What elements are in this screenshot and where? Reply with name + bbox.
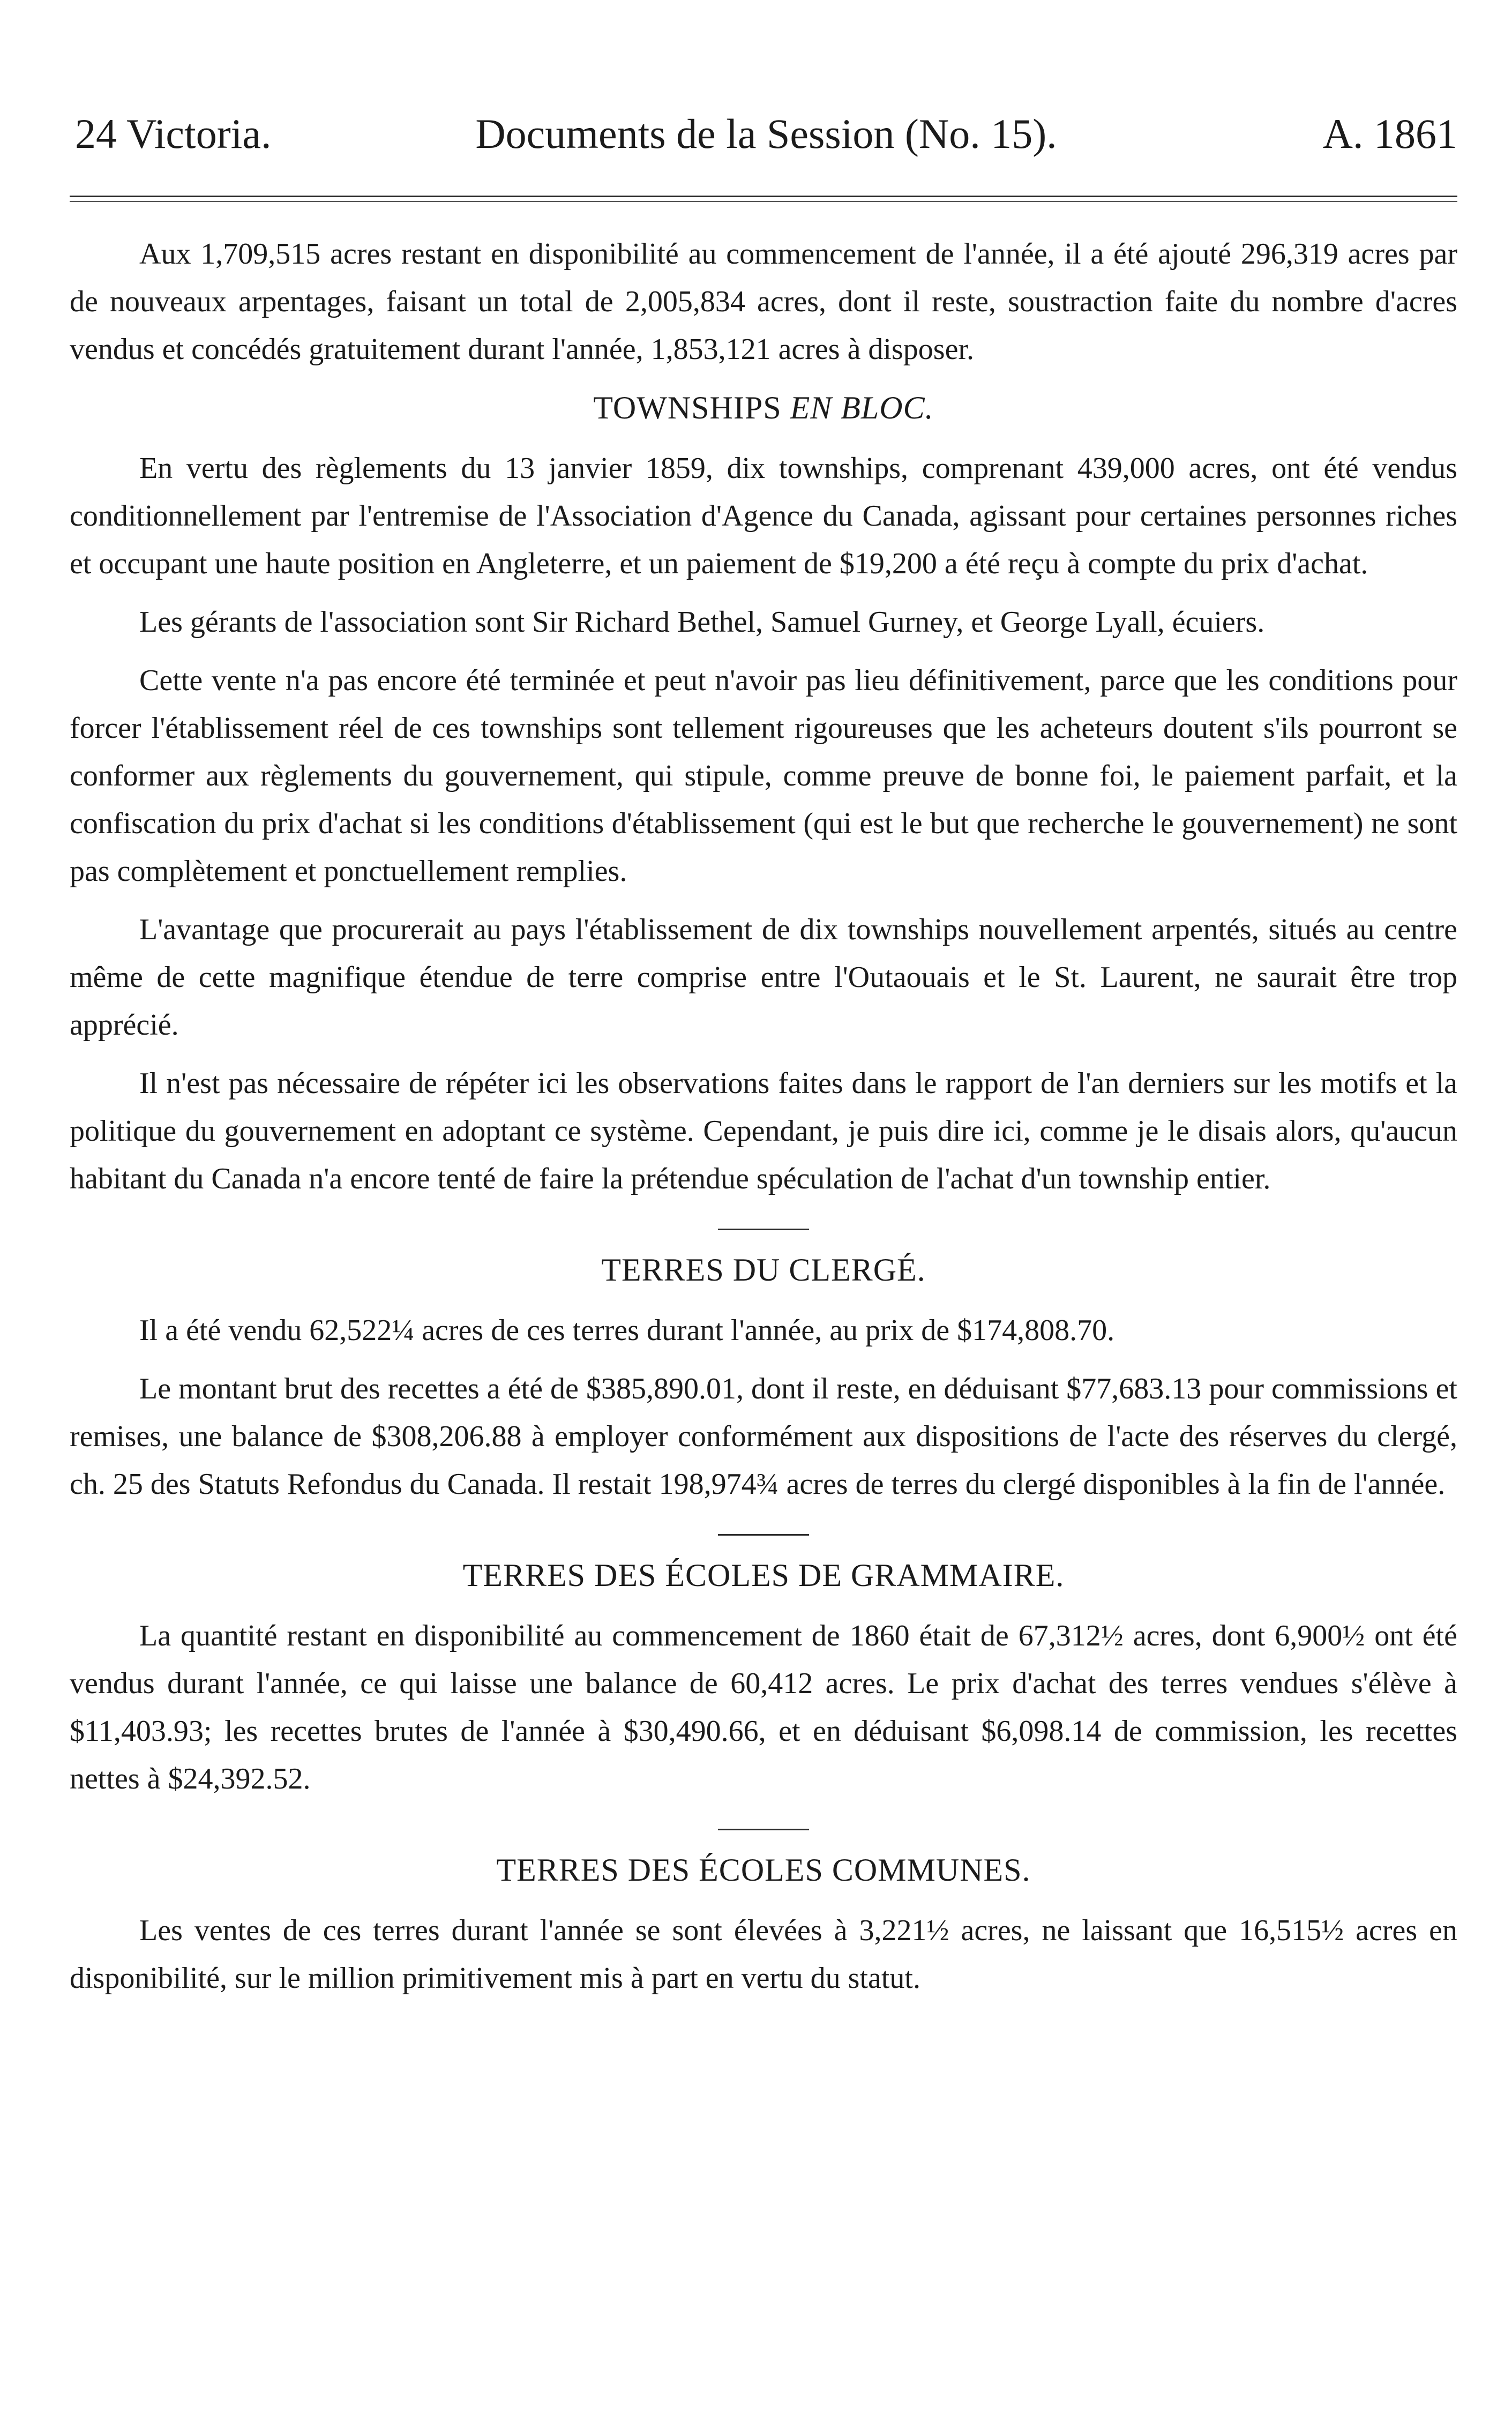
- townships-paragraph-2: Les gérants de l'association sont Sir Richard Bethel, Samuel Gurney, et George Lyall, écuiers.: [139, 605, 1265, 639]
- townships-heading-italic: EN BLOC.: [790, 390, 934, 425]
- section-divider: [718, 1534, 809, 1536]
- section-heading-clerge: TERRES DU CLERGÉ.: [601, 1252, 926, 1288]
- clerge-paragraph-2: Le montant brut des recettes a été de $385,890.01, dont il reste, en déduisant $77,683.13 pour commissions et remises, une balance de $308,206.88 à employer conformément aux dispositions de l'acte des réserves du clergé, ch. 25 des Statuts Refondus du Canada. Il restait 198,974¾ acres de terres du clergé disponibles à la fin de l'année.: [70, 1372, 1457, 1501]
- section-divider: [718, 1229, 809, 1230]
- townships-heading-text: TOWNSHIPS: [593, 390, 782, 425]
- townships-paragraph-5: Il n'est pas nécessaire de répéter ici les observations faites dans le rapport de l'an derniers sur les motifs et la politique du gouvernement en adoptant ce système. Cependant, je puis dire ici, comme je le disais alors, qu'aucun habitant du Canada n'a encore tenté de faire la prétendue spéculation de l'achat d'un township entier.: [70, 1067, 1457, 1195]
- header-right: A. 1861: [1322, 110, 1457, 157]
- townships-paragraph-1: En vertu des règlements du 13 janvier 1859, dix townships, comprenant 439,000 acres, ont été vendus conditionnellement par l'entremise de l'Association d'Agence du Canada, agissant pour certaines personnes riches et occupant une haute position en Angleterre, et un paiement de $19,200 a été reçu à compte du prix d'achat.: [70, 452, 1457, 580]
- header-left: 24 Victoria.: [75, 110, 272, 157]
- clerge-paragraph-1: Il a été vendu 62,522¼ acres de ces terres durant l'année, au prix de $174,808.70.: [139, 1314, 1115, 1347]
- communes-paragraph-1: Les ventes de ces terres durant l'année se sont élevées à 3,221½ acres, ne laissant que 16,515½ acres en disponibilité, sur le million primitivement mis à part en vertu du statut.: [70, 1914, 1457, 1995]
- header-rule-secondary: [70, 201, 1457, 202]
- intro-paragraph: Aux 1,709,515 acres restant en disponibilité au commencement de l'année, il a été ajouté 296,319 acres par de nouveaux arpentages, faisant un total de 2,005,834 acres, dont il reste, soustraction faite du nombre d'acres vendus et concédés gratuitement durant l'année, 1,853,121 acres à disposer.: [70, 237, 1457, 366]
- section-heading-townships: [70, 384, 1457, 432]
- townships-paragraph-4: L'avantage que procurerait au pays l'établissement de dix townships nouvellement arpentés, situés au centre même de cette magnifique étendue de terre comprise entre l'Outaouais et le St. Laurent, ne saurait être trop apprécié.: [70, 913, 1457, 1042]
- section-divider: [718, 1829, 809, 1830]
- document-body: [70, 230, 1457, 2013]
- section-heading-communes: TERRES DES ÉCOLES COMMUNES.: [496, 1852, 1031, 1888]
- header-title: Documents de la Session (No. 15).: [475, 110, 1057, 157]
- section-heading-grammaire: TERRES DES ÉCOLES DE GRAMMAIRE.: [462, 1558, 1065, 1593]
- document-page: [70, 0, 1457, 2424]
- townships-paragraph-3: Cette vente n'a pas encore été terminée et peut n'avoir pas lieu définitivement, parce que les conditions pour forcer l'établissement réel de ces townships sont tellement rigoureuses que les acheteurs doutent s'ils pourront se conformer aux règlements du gouvernement, qui stipule, comme preuve de bonne foi, le paiement parfait, et la confiscation du prix d'achat si les conditions d'établissement (qui est le but que recherche le gouvernement) ne sont pas complètement et ponctuellement remplies.: [70, 664, 1457, 888]
- header-rule: [70, 196, 1457, 197]
- page-header: [75, 102, 1457, 166]
- grammaire-paragraph-1: La quantité restant en disponibilité au commencement de 1860 était de 67,312½ acres, dont 6,900½ ont été vendus durant l'année, ce qui laisse une balance de 60,412 acres. Le prix d'achat des terres vendues s'élève à $11,403.93; les recettes brutes de l'année à $30,490.66, et en déduisant $6,098.14 de commission, les recettes nettes à $24,392.52.: [70, 1619, 1457, 1795]
